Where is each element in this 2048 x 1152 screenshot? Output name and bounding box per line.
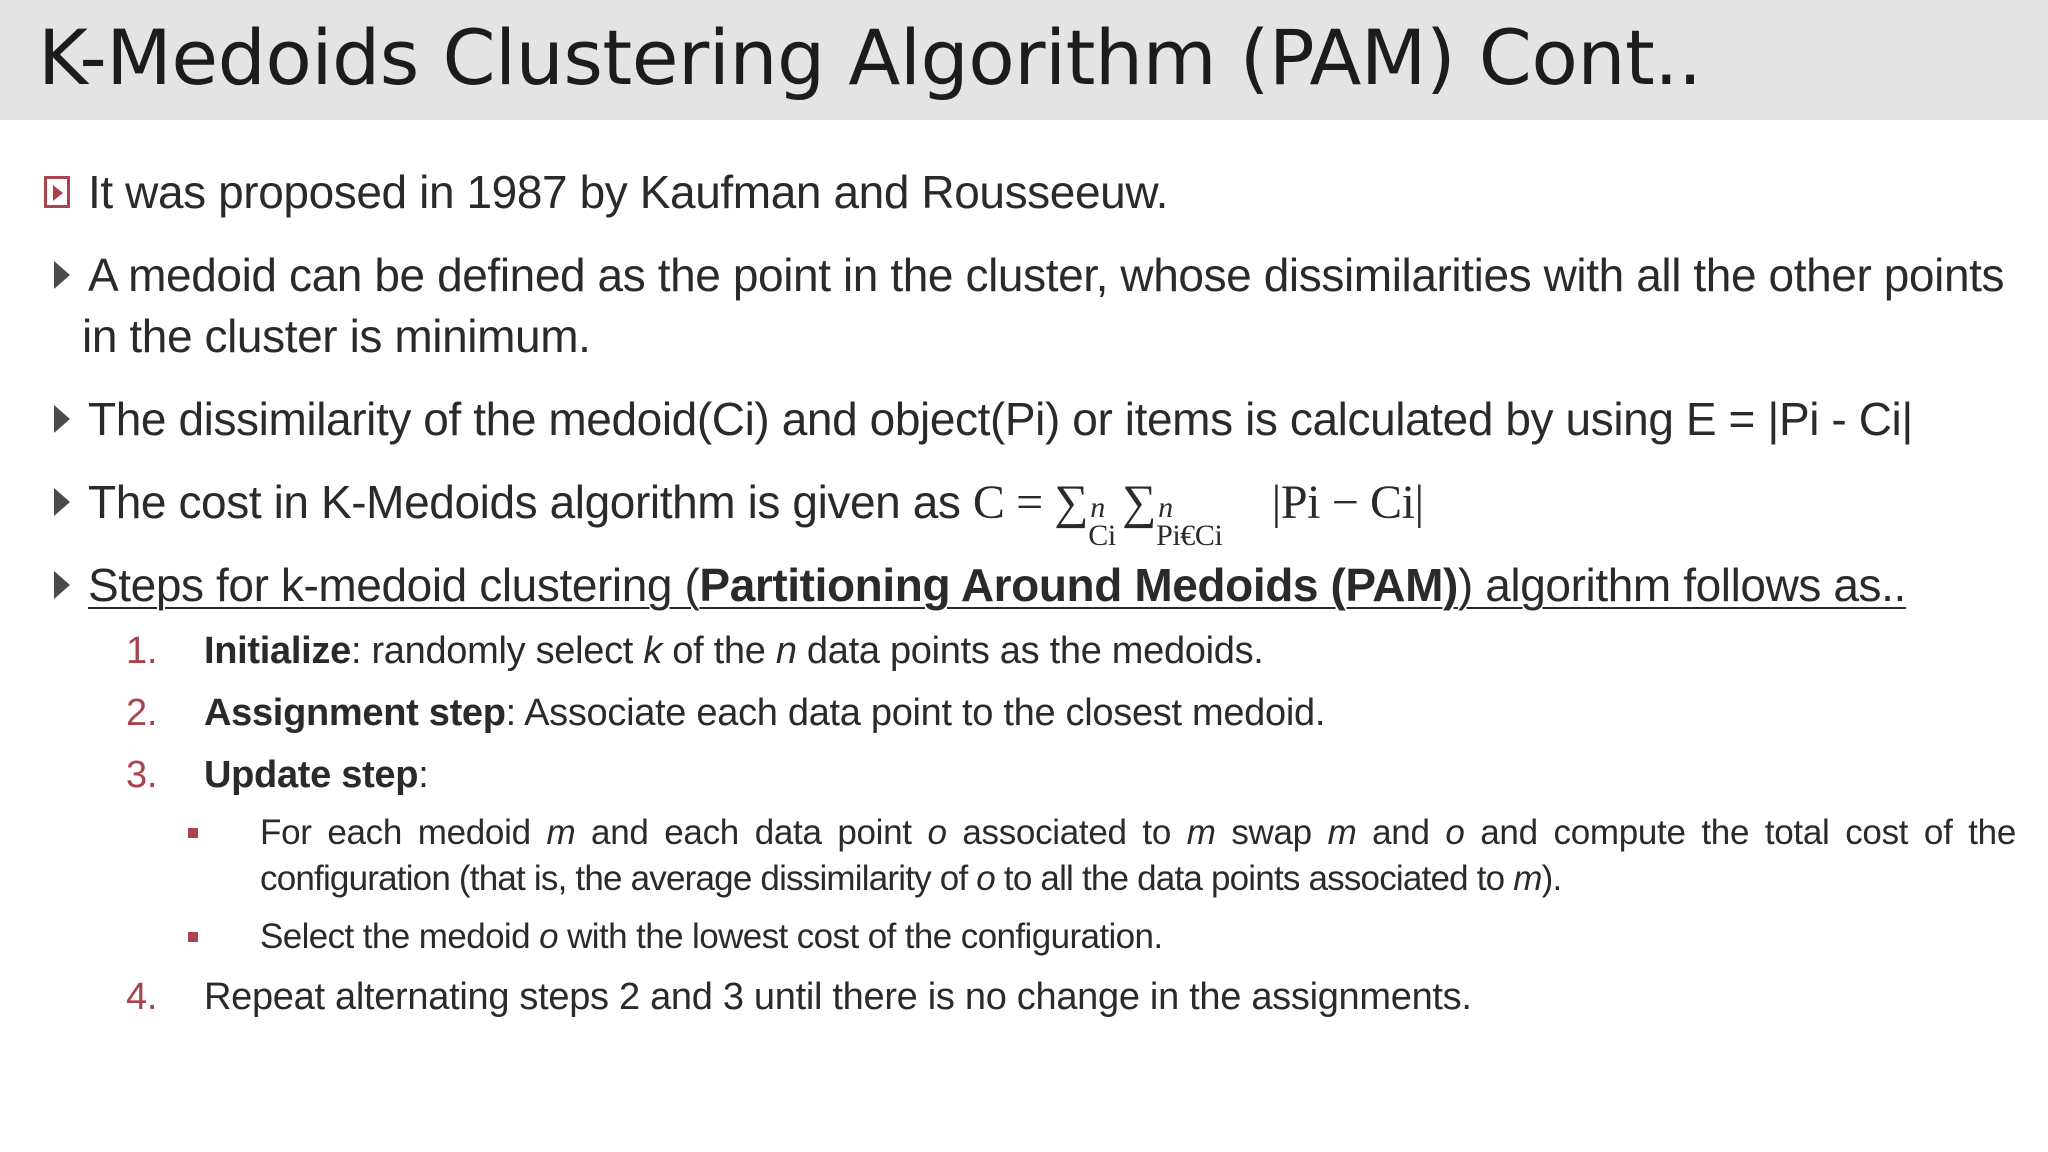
sub-text: and each data point: [575, 813, 928, 852]
formula-rhs: |Pi − Ci|: [1260, 476, 1424, 529]
bullet-cost-line: [88, 472, 1424, 552]
sub-text: to all the data points associated to: [994, 859, 1514, 898]
var-o: o: [927, 813, 947, 852]
bullet-text-line2: in the cluster is minimum.: [82, 310, 591, 362]
bullet-text: The cost in K-Medoids algorithm is given as: [88, 476, 973, 528]
var-o: o: [1445, 813, 1465, 852]
var-m: m: [546, 813, 576, 852]
step-text: [204, 688, 1325, 738]
square-bullet-icon: [188, 932, 198, 942]
step-text: [204, 750, 428, 800]
step-update: [0, 750, 2048, 800]
bullet-arrow-icon: [54, 261, 70, 289]
sub-text: configuration (that is, the average dissimilarity of: [260, 859, 977, 898]
sum1-subscript: Ci: [1088, 519, 1116, 552]
bullet-medoid-definition-cont: [0, 306, 2048, 366]
sub-item-select: [0, 914, 2048, 960]
step-number: 4.: [126, 976, 158, 1018]
bullet-medoid-definition: [0, 245, 2048, 305]
step-number: 1.: [126, 630, 158, 672]
bullet-cost: [0, 472, 2048, 552]
sub-text: with the lowest cost of the configuration.: [557, 917, 1163, 956]
step-number: 2.: [126, 692, 158, 734]
square-bullet-icon: [188, 828, 198, 838]
sub-item-text: [260, 914, 2016, 960]
bullet-arrow-icon: [54, 405, 70, 433]
bullet-box-arrow-icon: [44, 176, 70, 208]
var-o: o: [976, 859, 995, 898]
step-text-part: of the: [662, 630, 776, 672]
step-assignment: [0, 688, 2048, 738]
var-o: o: [539, 917, 558, 956]
step-text-part: :: [418, 754, 429, 796]
bullet-text: The dissimilarity of the medoid(Ci) and object(Pi) or items is calculated by using E = |Pi - Ci|: [88, 393, 1913, 445]
step-text: Repeat alternating steps 2 and 3 until there is no change in the assignments.: [204, 976, 1472, 1018]
bullet-dissimilarity: [0, 389, 2048, 449]
step-bold-label: Update step: [204, 754, 419, 796]
sub-text: swap: [1215, 813, 1328, 852]
sub-text: Select the medoid: [260, 917, 540, 956]
sub-item-swap: [0, 810, 2048, 902]
steps-heading: [88, 555, 1906, 615]
bullet-text: It was proposed in 1987 by Kaufman and Rousseeuw.: [88, 166, 1168, 218]
sub-text: and: [1356, 813, 1446, 852]
sub-text: associated to: [946, 813, 1187, 852]
bullet-steps-heading: [0, 555, 2048, 615]
step-repeat: [0, 972, 2048, 1022]
step-text-part: : Associate each data point to the closest medoid.: [505, 692, 1326, 734]
step-text-part: : randomly select: [350, 630, 644, 672]
sub-item-line1: [260, 810, 2016, 856]
bullet-arrow-icon: [54, 488, 70, 516]
step-bold-label: Initialize: [204, 630, 351, 672]
sub-item-line2: [260, 856, 2016, 902]
bullet-proposed: [0, 162, 2048, 222]
sub-text: ).: [1541, 859, 1562, 898]
title-bar: [0, 0, 2048, 120]
steps-heading-pre: Steps for k-medoid clustering (: [88, 559, 700, 611]
sub-text: For each medoid: [260, 813, 547, 852]
sum-symbol-2: ∑: [1122, 476, 1157, 529]
formula-lhs: C =: [972, 476, 1055, 529]
step-var-k: k: [643, 630, 663, 672]
steps-heading-post: ) algorithm follows as..: [1457, 559, 1906, 611]
slide-title: K-Medoids Clustering Algorithm (PAM) Cont..: [38, 13, 1702, 102]
var-m: m: [1513, 859, 1542, 898]
sum2-superscript: n: [1158, 491, 1173, 524]
sum-symbol-1: ∑: [1054, 476, 1089, 529]
step-initialize: [0, 626, 2048, 676]
sum1-superscript: n: [1090, 491, 1105, 524]
sum2-subscript: Pi€Ci: [1156, 519, 1223, 552]
step-text: [204, 626, 1264, 676]
step-bold-label: Assignment step: [204, 692, 506, 734]
steps-heading-bold: Partitioning Around Medoids (PAM): [699, 559, 1458, 611]
bullet-text-line1: A medoid can be defined as the point in the cluster, whose dissimilarities with all the other points: [88, 249, 2005, 301]
var-m: m: [1327, 813, 1357, 852]
var-m: m: [1186, 813, 1216, 852]
bullet-arrow-icon: [54, 571, 70, 599]
cost-formula: [972, 476, 1424, 552]
sub-text: and compute the total cost of the: [1464, 813, 2016, 852]
step-number: 3.: [126, 754, 158, 796]
step-text-part: data points as the medoids.: [796, 630, 1264, 672]
step-var-n: n: [775, 630, 797, 672]
